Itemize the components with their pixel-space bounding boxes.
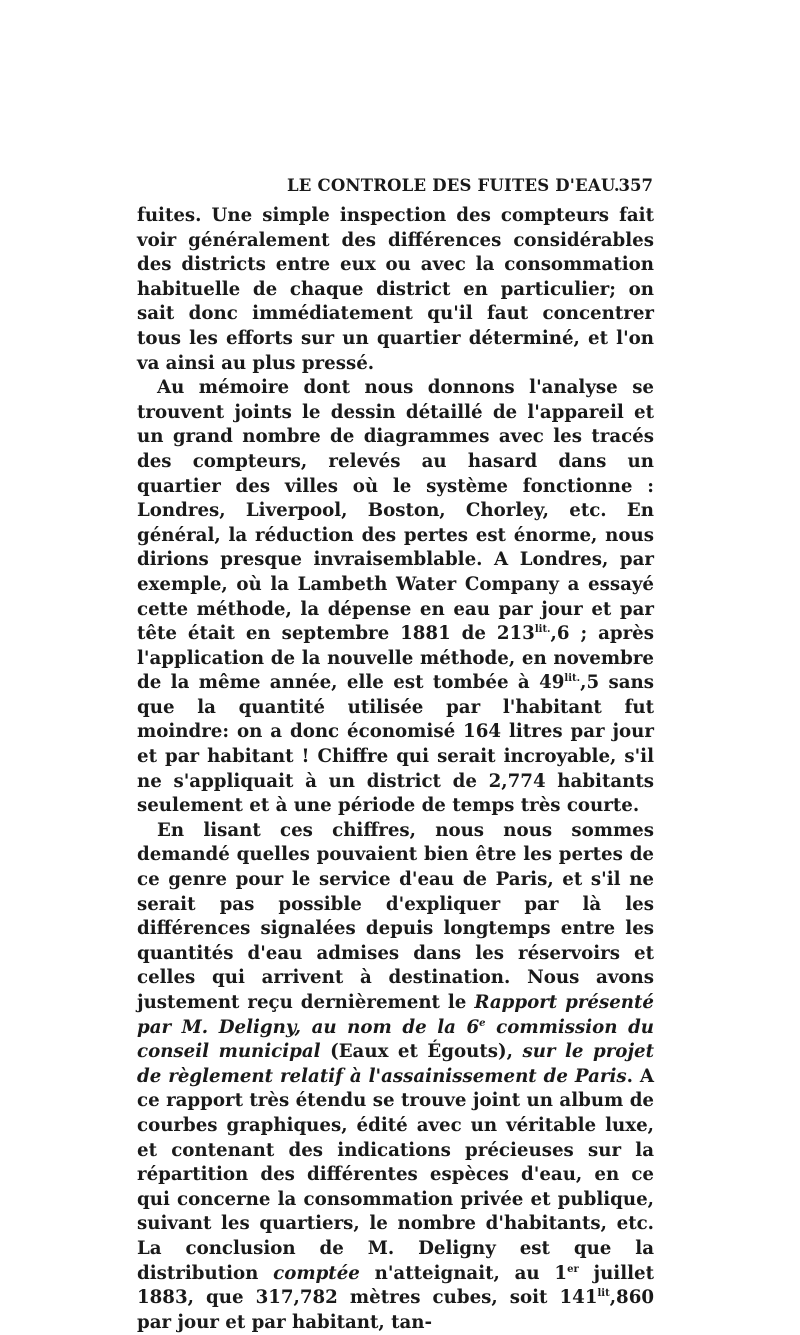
text-run: n'atteignait, au 1 — [359, 1262, 568, 1284]
page-body — [137, 204, 654, 1335]
page-number: 357 — [618, 176, 653, 195]
running-title: LE CONTROLE DES FUITES D'EAU. — [287, 176, 620, 195]
text-run: . A ce rapport très étendu se trouve joint un album de courbes graphiques, édité avec un véritable luxe, et contenant des indications précieuses sur la répartition des différentes espèces d'eau, en ce qui concerne la consommation privée et publique, suivant les quartiers, le nombre d'habitants, etc. La conclusion de M. Deligny est que la distribution — [137, 1065, 655, 1284]
italic-title: commission du conseil municipal — [137, 1016, 655, 1063]
unit-superscript: lit — [597, 1288, 610, 1300]
unit-superscript: lit. — [564, 673, 581, 685]
text-run: juillet 1883, que 317,782 mètres cubes, soit 141 — [137, 1262, 654, 1309]
text-run: Au mémoire dont nous donnons l'analyse se trouvent joints le dessin détaillé de l'appareil et un grand nombre de diagrammes avec les tracés des compteurs, relevés au hasard dans un quartier des villes où le système fonctionne : Londres, Liverpool, Boston, Chorley, etc. En général, la réduction des pertes est énorme, nous dirions presque invraisemblable. A Londres, par exemple, où la Lambeth Water Company a essayé cette méthode, la dépense en eau par jour et par tête était en septembre 1881 de 213 — [137, 377, 654, 645]
paragraph-memoire — [137, 376, 654, 819]
paragraph-continuation — [137, 204, 654, 376]
text-run: ,6 ; après l'application de la nouvelle méthode, en novembre de la même année, elle est tombée à 49 — [137, 623, 654, 694]
text-run: ,860 par jour et par habitant, tan- — [137, 1287, 654, 1333]
italic-title: sur le projet de règlement relatif à l'assainissement de Paris — [137, 1041, 654, 1087]
italic-word: comptée — [273, 1262, 360, 1284]
paragraph-text: fuites. Une simple inspection des compteurs fait voir généralement des différences considérables des districts entre eux ou avec la consommation habituelle de chaque district en particulier; on sait donc immédiatement qu'il faut concentrer tous les efforts sur un quartier déterminé, et l'on va ainsi au plus pressé. — [137, 205, 654, 374]
text-run: En lisant ces chiffres, nous nous sommes demandé quelles pouvaient bien être les pertes de ce genre pour le service d'eau de Paris, et s'il ne serait pas possible d'expliquer par là les différences signalées depuis longtemps entre les quantités d'eau admises dans les réservoirs et celles qui arrivent à destination. Nous avons justement reçu dernièrement le — [137, 819, 654, 1013]
italic-title: Rapport présenté par M. Deligny, au nom de la 6 — [137, 992, 654, 1038]
ordinal-superscript: e — [479, 1017, 486, 1029]
text-run: ,5 sans que la quantité utilisée par l'habitant fut moindre: on a donc économisé 164 litres par jour et par habitant ! Chiffre qui serait incroyable, s'il ne s'appliquait à un district de 2,774 habitants seulement et à une période de temps très courte. — [137, 672, 654, 817]
text-run: (Eaux et Égouts), — [320, 1041, 523, 1063]
ordinal-superscript: er — [567, 1263, 579, 1275]
unit-superscript: lit. — [534, 624, 551, 636]
paragraph-paris — [137, 819, 654, 1335]
running-header — [137, 172, 653, 198]
